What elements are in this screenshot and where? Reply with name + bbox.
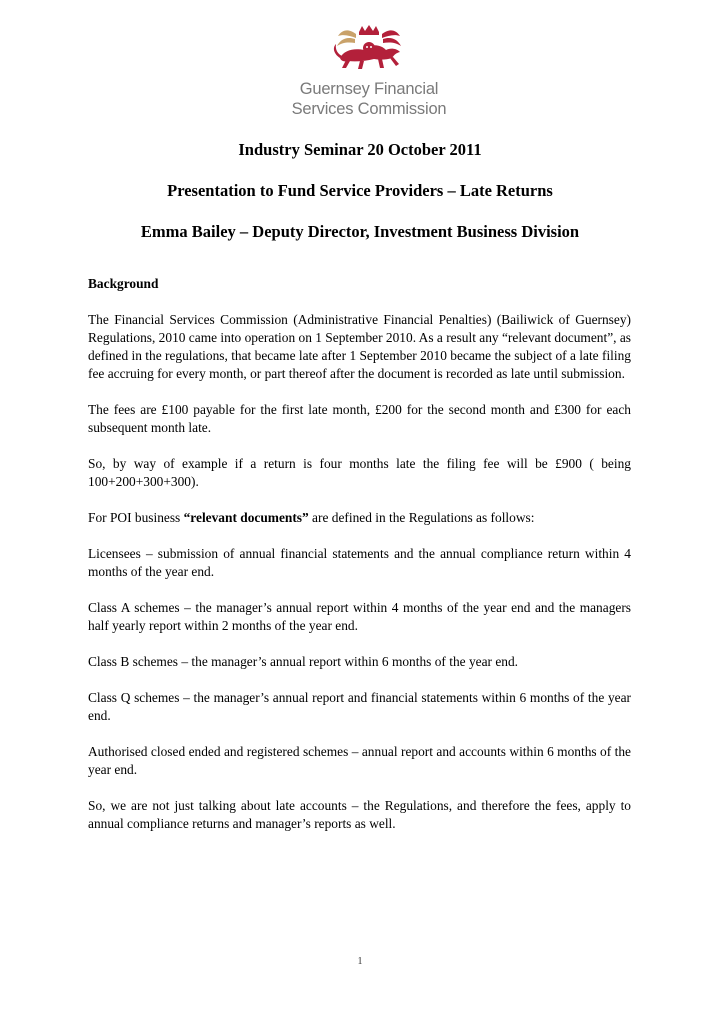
paragraph-poi-business xyxy=(88,509,631,527)
paragraph-class-q: Class Q schemes – the manager’s annual report and financial statements within 6 months of the year end. xyxy=(88,690,631,723)
poi-prefix: For POI business xyxy=(88,510,184,525)
lion-crest-icon xyxy=(320,24,418,78)
paragraph-class-b: Class B schemes – the manager’s annual report within 6 months of the year end. xyxy=(88,654,519,669)
logo-text-line1: Guernsey Financial xyxy=(299,80,439,98)
relevant-documents-term: “relevant documents” xyxy=(183,510,309,525)
poi-suffix: are defined in the Regulations as follows: xyxy=(308,510,535,525)
background-heading: Background xyxy=(88,276,159,291)
paragraph-example: So, by way of example if a return is four months late the filing fee will be £900 ( being 100+200+300+300). xyxy=(88,456,631,489)
paragraph-conclusion: So, we are not just talking about late accounts – the Regulations, and therefore the fees, apply to annual compliance returns and manager’s reports as well. xyxy=(88,798,631,831)
seminar-title: Industry Seminar 20 October 2011 xyxy=(238,140,482,159)
document-body xyxy=(88,275,631,833)
paragraph-class-a: Class A schemes – the manager’s annual report within 4 months of the year end and the managers half yearly report within 2 months of the year end. xyxy=(88,600,631,633)
paragraph-fees: The fees are £100 payable for the first late month, £200 for the second month and £300 for each subsequent month late. xyxy=(88,402,631,435)
paragraph-licensees: Licensees – submission of annual financial statements and the annual compliance return within 4 months of the year end. xyxy=(88,546,631,579)
presentation-title: Presentation to Fund Service Providers – Late Returns xyxy=(167,181,553,200)
gfsc-logo xyxy=(284,24,454,120)
page-number: 1 xyxy=(357,956,363,967)
paragraph-closed-ended: Authorised closed ended and registered schemes – annual report and accounts within 6 months of the year end. xyxy=(88,744,631,777)
paragraph-regulations: The Financial Services Commission (Administrative Financial Penalties) (Bailiwick of Guernsey) Regulations, 2010 came into operation on 1 September 2010. As a result any “relevant document”, as defined in the regulations, that became late after 1 September 2010 became the subject of a late filing fee accruing for every month, or part thereof after the document is recorded as late until submission. xyxy=(88,312,631,381)
logo-text-line2: Services Commission xyxy=(291,100,447,118)
speaker-line: Emma Bailey – Deputy Director, Investment Business Division xyxy=(140,222,580,241)
